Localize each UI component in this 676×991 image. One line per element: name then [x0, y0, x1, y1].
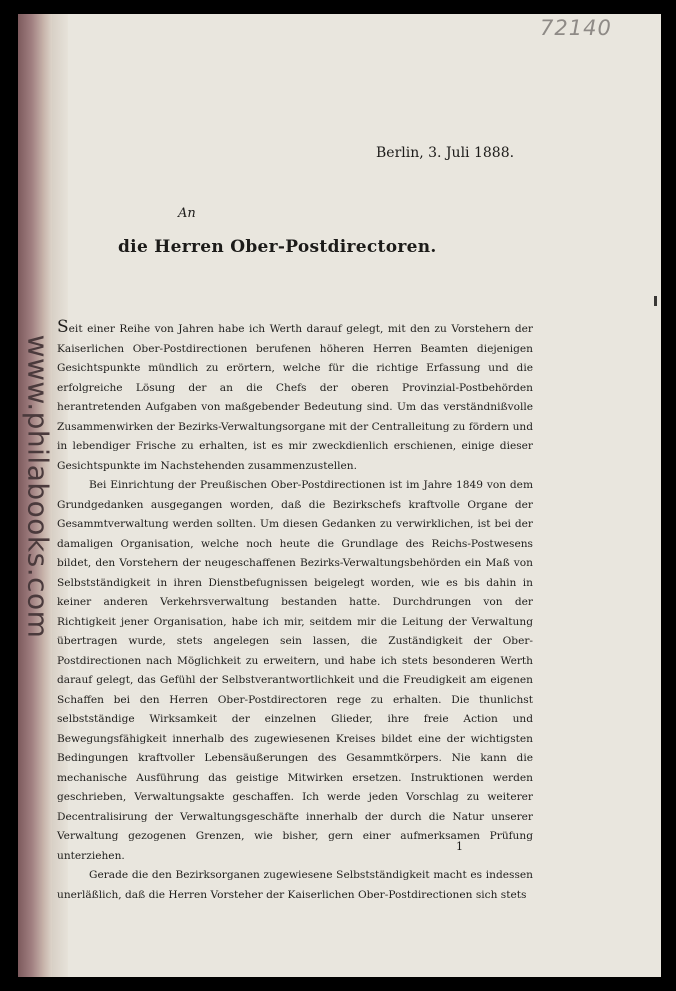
- salutation-an: An: [178, 206, 196, 221]
- letter-body: [57, 318, 533, 905]
- catalog-number: 72140: [540, 16, 612, 40]
- scanned-page: [18, 14, 661, 977]
- paragraph-3: Gerade die den Bezirksorganen zugewiesene Selbstständigkeit macht es indessen unerläßlich, daß die Herren Vorsteher der Kaiserlichen Ober-Postdirectionen sich stets: [57, 869, 533, 901]
- watermark-text: www.philabooks.com: [21, 334, 55, 638]
- paragraph-1-text: eit einer Reihe von Jahren habe ich Werth darauf gelegt, mit den zu Vorstehern der Kaiserlichen Ober-Postdirectionen berufenen höheren Herren Beamten diejenigen Gesichtspunkte mündlich zu erörtern, welche für die richtige Erfassung und die erfolgreiche Lösung der an die Chefs der oberen Provinzial-Postbehörden herantretenden Aufgaben von maßgebender Bedeutung sind. Um das verständnißvolle Zusammenwirken der Bezirks-Verwaltungsorgane mit der Centralleitung zu fördern und in lebendiger Frische zu erhalten, ist es mir zweckdienlich erschienen, einige dieser Gesichtspunkte im Nachstehenden zusammenzustellen.: [57, 323, 533, 472]
- page-number: 1: [456, 840, 463, 853]
- dateline: Berlin, 3. Juli 1888.: [376, 145, 515, 161]
- edge-mark: [654, 296, 657, 306]
- paragraph-1-initial: S: [57, 317, 69, 337]
- paragraph-1: [57, 318, 533, 476]
- salutation-title: die Herren Ober-Postdirectoren.: [118, 237, 437, 257]
- watermark: [20, 276, 56, 696]
- paragraph-2: Bei Einrichtung der Preußischen Ober-Postdirectionen ist im Jahre 1849 von dem Grundgedanken ausgegangen worden, daß die Bezirkschefs kraftvolle Organe der Gesammtverwaltung werden sollten. Um diesen Gedanken zu verwirklichen, ist bei der damaligen Organisation, welche noch heute die Grundlage des Reichs-Postwesens bildet, den Vorstehern der neugeschaffenen Bezirks-Verwaltungsbehörden ein Maß von Selbstständigkeit in ihren Dienstbefugnissen beigelegt worden, wie es bis dahin in keiner anderen Verkehrsverwaltung bestanden hatte. Durchdrungen von der Richtigkeit jener Organisation, habe ich mir, seitdem mir die Leitung der Verwaltung übertragen wurde, stets angelegen sein lassen, die Zuständigkeit der Ober-Postdirectionen nach Möglichkeit zu erweitern, und habe ich stets besonderen Werth darauf gelegt, das Gefühl der Selbstverantwortlichkeit und die Freudigkeit am eigenen Schaffen bei den Herren Ober-Postdirectoren rege zu erhalten. Die thunlichst selbstständige Wirksamkeit der einzelnen Glieder, ihre freie Action und Bewegungsfähigkeit innerhalb des zugewiesenen Kreises bildet eine der wichtigsten Bedingungen kraftvoller Lebensäußerungen des Gesammtkörpers. Nie kann die mechanische Ausführung das geistige Mitwirken ersetzen. Instruktionen werden geschrieben, Verwaltungsakte geschaffen. Ich werde jeden Vorschlag zu weiterer Decentralisirung der Verwaltungsgeschäfte innerhalb der durch die Natur unserer Verwaltung gezogenen Grenzen, wie bisher, gern einer aufmerksamen Prüfung unterziehen.: [57, 479, 533, 862]
